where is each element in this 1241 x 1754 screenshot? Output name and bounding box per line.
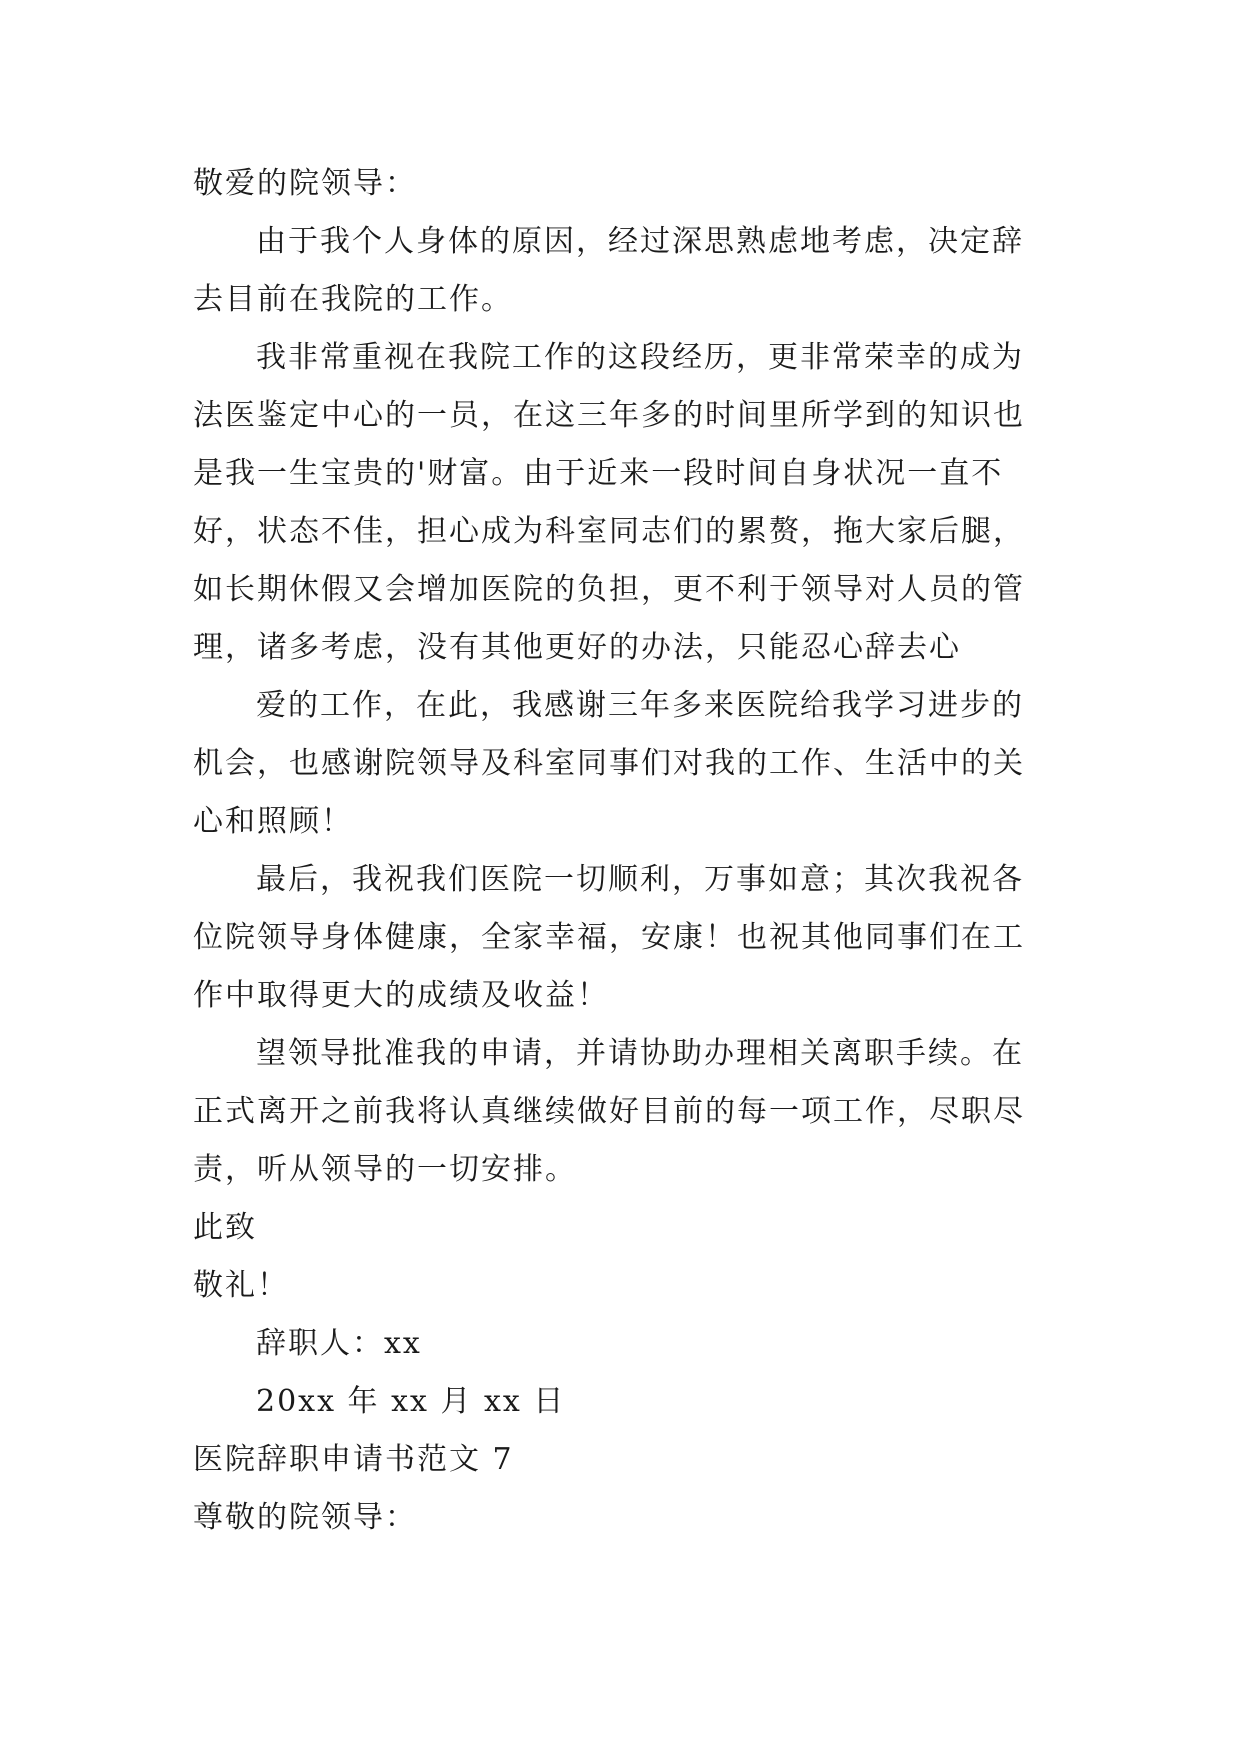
paragraph-line: 位院领导身体健康，全家幸福，安康！也祝其他同事们在工 xyxy=(193,920,1025,955)
paragraph-line: 机会，也感谢院领导及科室同事们对我的工作、生活中的关 xyxy=(193,746,1025,781)
paragraph-line: 正式离开之前我将认真继续做好目前的每一项工作，尽职尽 xyxy=(193,1094,1025,1129)
paragraph-line: 由于我个人身体的原因，经过深思熟虑地考虑，决定辞 xyxy=(256,224,1024,259)
paragraph-line: 理，诸多考虑，没有其他更好的办法，只能忍心辞去心 xyxy=(193,630,961,665)
letter-body xyxy=(193,155,1063,1547)
paragraph-line: 爱的工作，在此，我感谢三年多来医院给我学习进步的 xyxy=(256,688,1024,723)
paragraph-line: 我非常重视在我院工作的这段经历，更非常荣幸的成为 xyxy=(256,340,1024,375)
paragraph-line: 如长期休假又会增加医院的负担，更不利于领导对人员的管 xyxy=(193,572,1025,607)
salutation: 敬爱的院领导： xyxy=(193,166,417,201)
paragraph-line: 责，听从领导的一切安排。 xyxy=(193,1152,577,1187)
paragraph-line: 法医鉴定中心的一员，在这三年多的时间里所学到的知识也 xyxy=(193,398,1025,433)
paragraph-line: 是我一生宝贵的'财富。由于近来一段时间自身状况一直不 xyxy=(193,456,1004,491)
date-line: 20xx 年 xx 月 xx 日 xyxy=(256,1384,566,1419)
paragraph-line: 作中取得更大的成绩及收益！ xyxy=(193,978,609,1013)
paragraph-line: 最后，我祝我们医院一切顺利，万事如意；其次我祝各 xyxy=(256,862,1024,897)
salutation: 尊敬的院领导： xyxy=(193,1500,417,1535)
closing-salute: 敬礼！ xyxy=(193,1268,289,1303)
paragraph-line: 心和照顾！ xyxy=(193,804,353,839)
signature-line: 辞职人：xx xyxy=(256,1326,422,1361)
paragraph-line: 好，状态不佳，担心成为科室同志们的累赘，拖大家后腿， xyxy=(193,514,1025,549)
paragraph-line: 望领导批准我的申请，并请协助办理相关离职手续。在 xyxy=(256,1036,1024,1071)
closing-line: 此致 xyxy=(193,1210,257,1245)
paragraph-line: 去目前在我院的工作。 xyxy=(193,282,513,317)
section-title: 医院辞职申请书范文 7 xyxy=(193,1442,514,1477)
